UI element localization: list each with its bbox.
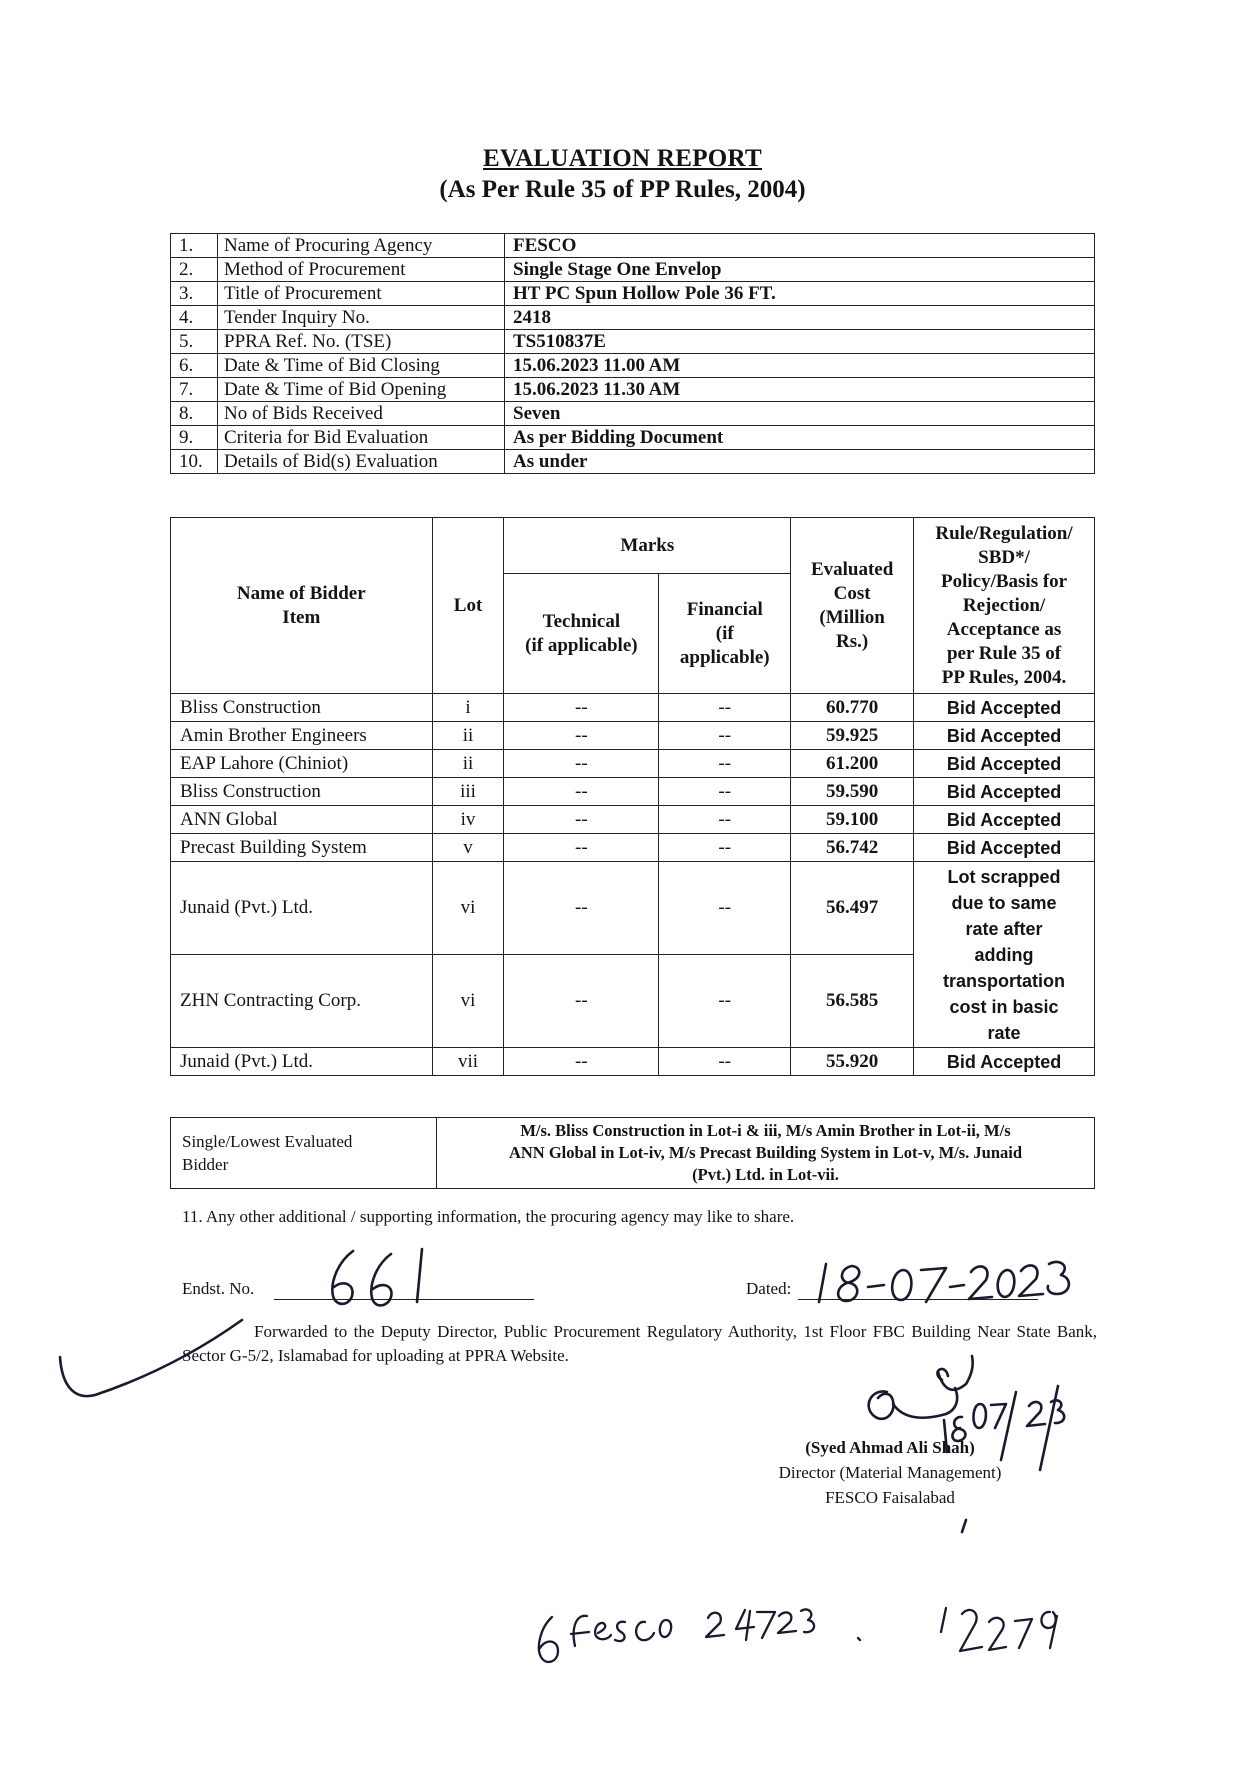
technical-marks: -- — [504, 722, 659, 750]
evaluated-cost: 60.770 — [791, 694, 914, 722]
lowest-bidder-value: M/s. Bliss Construction in Lot-i & iii, M/s Amin Brother in Lot-ii, M/s ANN Global in Lot-iv, M/s Precast Building System in Lot-v, M/s. Junaid (Pvt.) Ltd. in Lot-vii. — [437, 1118, 1095, 1189]
info-number: 6. — [171, 354, 218, 378]
handwritten-date — [819, 1262, 1069, 1302]
technical-marks: -- — [504, 806, 659, 834]
financial-marks: -- — [659, 722, 791, 750]
report-subtitle: (As Per Rule 35 of PP Rules, 2004) — [439, 176, 806, 203]
info-value: Single Stage One Envelop — [505, 258, 1095, 282]
financial-marks: -- — [659, 778, 791, 806]
info-number: 1. — [171, 234, 218, 258]
info-label: Date & Time of Bid Closing — [218, 354, 505, 378]
technical-marks: -- — [504, 694, 659, 722]
signatory-office: FESCO Faisalabad — [825, 1488, 955, 1507]
handwritten-signature-date — [944, 1386, 1064, 1470]
technical-marks: -- — [504, 778, 659, 806]
info-number: 9. — [171, 426, 218, 450]
header-marks: Marks — [504, 518, 791, 574]
header-lot: Lot — [432, 518, 504, 694]
signatory-name: (Syed Ahmad Ali Shah) — [805, 1438, 975, 1457]
report-title: EVALUATION REPORT — [482, 145, 763, 172]
info-value: FESCO — [505, 234, 1095, 258]
handwritten-endst-number — [332, 1249, 422, 1305]
bid-status: Bid Accepted — [914, 722, 1095, 750]
evaluated-cost: 56.585 — [791, 955, 914, 1048]
info-number: 10. — [171, 450, 218, 474]
bidder-name: EAP Lahore (Chiniot) — [171, 750, 433, 778]
bid-status: Bid Accepted — [914, 750, 1095, 778]
additional-info-note: 11. Any other additional / supporting information, the procuring agency may like to share. — [182, 1207, 795, 1226]
lowest-bidder-label: Single/Lowest Evaluated Bidder — [171, 1118, 437, 1189]
signatory-title: Director (Material Management) — [778, 1463, 1002, 1482]
info-label: Criteria for Bid Evaluation — [218, 426, 505, 450]
bidder-name: Precast Building System — [171, 834, 433, 862]
financial-marks: -- — [659, 806, 791, 834]
evaluated-cost: 59.925 — [791, 722, 914, 750]
financial-marks: -- — [659, 862, 791, 955]
info-number: 3. — [171, 282, 218, 306]
financial-marks: -- — [659, 955, 791, 1048]
header-financial: Financial (if applicable) — [659, 574, 791, 694]
lot-number: v — [432, 834, 504, 862]
info-label: Date & Time of Bid Opening — [218, 378, 505, 402]
evaluated-cost: 61.200 — [791, 750, 914, 778]
bid-status: Bid Accepted — [914, 778, 1095, 806]
info-label: Tender Inquiry No. — [218, 306, 505, 330]
ink-tick-mark — [962, 1520, 966, 1532]
bidder-name: ANN Global — [171, 806, 433, 834]
info-label: PPRA Ref. No. (TSE) — [218, 330, 505, 354]
endst-label: Endst. No. — [182, 1279, 255, 1298]
lot-number: iv — [432, 806, 504, 834]
bidder-name: Junaid (Pvt.) Ltd. — [171, 1048, 433, 1076]
header-technical: Technical (if applicable) — [504, 574, 659, 694]
bid-status: Bid Accepted — [914, 806, 1095, 834]
forwarding-text: Forwarded to the Deputy Director, Public Procurement Regulatory Authority, 1st Floor FBC Building Near State Bank, Sector G-5/2, Islamabad for uploading at PPRA Website. — [182, 1322, 1097, 1365]
evaluated-cost: 59.100 — [791, 806, 914, 834]
header-bidder: Name of Bidder Item — [171, 518, 433, 694]
info-number: 4. — [171, 306, 218, 330]
info-number: 7. — [171, 378, 218, 402]
info-value: 15.06.2023 11.00 AM — [505, 354, 1095, 378]
evaluated-cost: 55.920 — [791, 1048, 914, 1076]
technical-marks: -- — [504, 955, 659, 1048]
header-rule-basis: Rule/Regulation/ SBD*/ Policy/Basis for Rejection/ Acceptance as per Rule 35 of PP Rules, 2004. — [914, 518, 1095, 694]
lot-number: vi — [432, 955, 504, 1048]
bidder-name: Bliss Construction — [171, 778, 433, 806]
technical-marks: -- — [504, 862, 659, 955]
financial-marks: -- — [659, 834, 791, 862]
lot-number: ii — [432, 750, 504, 778]
info-label: Title of Procurement — [218, 282, 505, 306]
bidder-name: Amin Brother Engineers — [171, 722, 433, 750]
info-number: 2. — [171, 258, 218, 282]
bidder-name: ZHN Contracting Corp. — [171, 955, 433, 1048]
info-label: Name of Procuring Agency — [218, 234, 505, 258]
evaluated-cost: 56.742 — [791, 834, 914, 862]
technical-marks: -- — [504, 834, 659, 862]
info-value: 2418 — [505, 306, 1095, 330]
lot-number: vi — [432, 862, 504, 955]
margin-check-mark — [60, 1320, 242, 1396]
lot-number: vii — [432, 1048, 504, 1076]
lot-number: iii — [432, 778, 504, 806]
info-label: Method of Procurement — [218, 258, 505, 282]
info-value: 15.06.2023 11.30 AM — [505, 378, 1095, 402]
financial-marks: -- — [659, 694, 791, 722]
info-value: As under — [505, 450, 1095, 474]
handwritten-bottom-note — [539, 1608, 1057, 1662]
dated-label: Dated: — [746, 1279, 792, 1298]
lot-vi-scrapped-status: Lot scrapped due to same rate after adding transportation cost in basic rate — [914, 862, 1095, 1048]
info-value: Seven — [505, 402, 1095, 426]
financial-marks: -- — [659, 1048, 791, 1076]
bid-status: Bid Accepted — [914, 1048, 1095, 1076]
bidder-name: Bliss Construction — [171, 694, 433, 722]
info-value: HT PC Spun Hollow Pole 36 FT. — [505, 282, 1095, 306]
technical-marks: -- — [504, 1048, 659, 1076]
info-label: Details of Bid(s) Evaluation — [218, 450, 505, 474]
financial-marks: -- — [659, 750, 791, 778]
info-number: 8. — [171, 402, 218, 426]
info-label: No of Bids Received — [218, 402, 505, 426]
bid-status: Bid Accepted — [914, 834, 1095, 862]
evaluated-cost: 59.590 — [791, 778, 914, 806]
info-number: 5. — [171, 330, 218, 354]
lot-number: ii — [432, 722, 504, 750]
info-value: TS510837E — [505, 330, 1095, 354]
lot-number: i — [432, 694, 504, 722]
info-value: As per Bidding Document — [505, 426, 1095, 450]
technical-marks: -- — [504, 750, 659, 778]
bid-status: Bid Accepted — [914, 694, 1095, 722]
header-evaluated-cost: Evaluated Cost (Million Rs.) — [791, 518, 914, 694]
evaluated-cost: 56.497 — [791, 862, 914, 955]
bidder-name: Junaid (Pvt.) Ltd. — [171, 862, 433, 955]
handwritten-signature — [869, 1356, 973, 1419]
